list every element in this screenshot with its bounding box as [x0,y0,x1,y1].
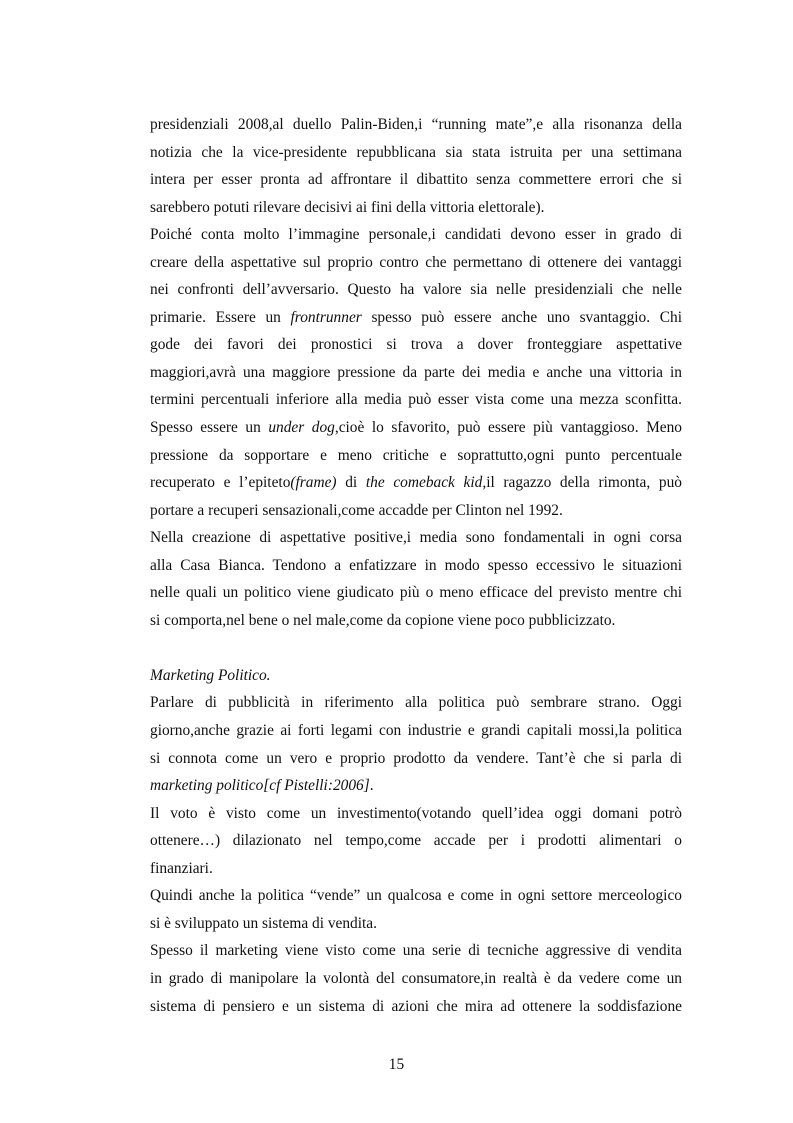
text-line: portare a recuperi sensazionali,come accadde per Clinton nel 1992. [150,501,563,519]
text-line: intera per esser pronta ad affrontare il dibattito senza commettere errori che si [150,171,682,189]
text-line [150,414,682,442]
italic-term-frontrunner: frontrunner [290,308,362,326]
italic-citation: marketing politico[cf Pistelli:2006] [150,777,370,795]
text-run: il ragazzo della rimonta, può [486,474,682,492]
text-line: finanziari. [150,859,213,877]
blank-line [150,634,682,662]
text-line [150,469,682,497]
paragraph [150,221,682,524]
text-line: Quindi anche la politica “vende” un qualcosa e come in ogni settore merceologico [150,887,682,905]
paragraph [150,689,682,799]
text-line: Poiché conta molto l’immagine personale,i candidati devono esser in grado di [150,226,682,244]
text-line [150,304,682,332]
text-line: presidenziali 2008,al duello Palin-Biden,i “running mate”,e alla risonanza della [150,116,682,133]
text-line: creare della aspettative sul proprio contro che permettano di ottenere dei vantaggi [150,253,682,271]
text-line [150,772,682,800]
text-line: giorno,anche grazie ai forti legami con industrie e grandi capitali mossi,la politica [150,722,682,740]
text-run: Spesso essere un [150,419,269,437]
text-line: Spesso il marketing viene visto come una serie di tecniche aggressive di vendita [150,942,682,960]
text-line: gode dei favori dei pronostici si trova a dover fronteggiare aspettative [150,336,682,354]
italic-term-comeback-kid: the comeback kid, [365,474,487,492]
text-line: Parlare di pubblicità in riferimento alla politica può sembrare strano. Oggi [150,694,682,712]
paragraph [150,800,682,883]
text-line: nei confronti dell’avversario. Questo ha valore sia nelle presidenziali che nelle [150,281,682,299]
paragraph [150,937,682,1020]
text-line: pressione da sopportare e meno critiche e soprattutto,ogni punto percentuale [150,446,682,464]
text-line: notizia che la vice-presidente repubblicana sia stata istruita per una settimana [150,143,682,161]
text-line: sistema di pensiero e un sistema di azioni che mira ad ottenere la soddisfazione [150,997,682,1015]
paragraph [150,524,682,634]
page-number: 15 [388,1056,405,1073]
text-line: si comporta,nel bene o nel male,come da copione viene poco pubblicizzato. [150,611,616,629]
text-line: maggiori,avrà una maggiore pressione da parte dei media e anche una vittoria in [150,363,682,381]
text-line: in grado di manipolare la volontà del consumatore,in realtà è da vedere come un [150,969,682,987]
italic-term-under-dog: under dog [268,419,335,437]
text-run: ,cioè lo sfavorito, può essere più vantaggioso. Meno [334,419,682,437]
text-run: recuperato e l’epiteto [150,474,291,492]
italic-term-frame: (frame) [290,474,337,492]
paragraph [150,111,682,221]
text-run: di [336,474,366,492]
text-line: alla Casa Bianca. Tendono a enfatizzare in modo spesso eccessivo le situazioni [150,556,682,574]
text-line: Il voto è visto come un investimento(votando quell’idea oggi domani potrò [150,804,682,822]
text-line: si è sviluppato un sistema di vendita. [150,914,377,932]
text-run: primarie. Essere un [150,308,291,326]
text-line: sarebbero potuti rilevare decisivi ai fini della vittoria elettorale). [150,198,545,216]
text-line: si connota come un vero e proprio prodotto da vendere. Tant’è che si parla di [150,749,682,767]
text-run: spesso può essere anche uno svantaggio. Chi [361,308,682,326]
text-line: termini percentuali inferiore alla media può esser vista come una mezza sconfitta. [150,391,682,409]
body-text [150,111,682,1020]
section-heading-text: Marketing Politico. [150,666,271,684]
text-run: . [369,777,374,795]
section-heading [150,662,682,690]
text-line: ottenere…) dilazionato nel tempo,come accade per i prodotti alimentari o [150,832,682,850]
text-line: nelle quali un politico viene giudicato più o meno efficace del previsto mentre chi [150,584,682,602]
text-line: Nella creazione di aspettative positive,i media sono fondamentali in ogni corsa [150,529,682,547]
paragraph [150,882,682,937]
